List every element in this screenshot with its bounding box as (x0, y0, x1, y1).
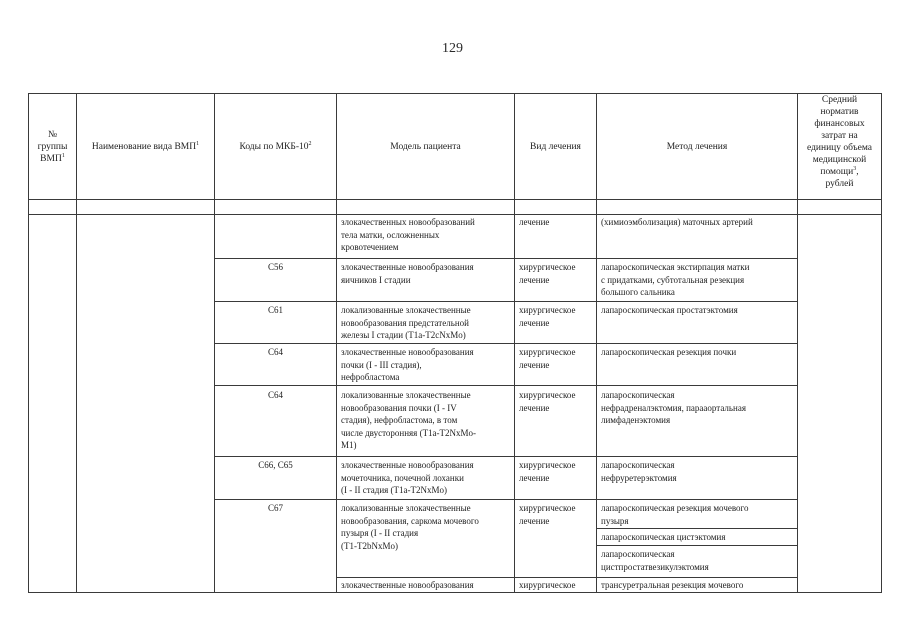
header-vmp-name-text: Наименование вида ВМП (91, 141, 197, 152)
header-patient-model (337, 94, 514, 199)
header-treatment-method-text: Метод лечения (666, 141, 728, 152)
row-3-icd-code: C64 (267, 347, 283, 357)
method-subdivider (596, 528, 797, 529)
row-6-method: лапароскопическая цистэктомия (601, 532, 726, 542)
row-divider (214, 385, 797, 386)
row-5-treatment-type: хирургическое лечение (519, 460, 576, 483)
row-4-treatment-type: хирургическое лечение (519, 390, 576, 413)
row-divider (214, 258, 797, 259)
row-1-patient-model: злокачественные новообразования яичников I стадии (341, 262, 474, 285)
header-financial-norm-unit: , рублей (825, 167, 859, 189)
row-6-icd-code: C67 (267, 503, 283, 513)
row-6-treatment-type: хирургическое лечение (519, 503, 576, 526)
header-financial-norm-text: Средний норматив финансовых затрат на единицу объема медицинской помощи (806, 95, 873, 177)
row-divider (336, 577, 797, 578)
row-1-treatment-type: хирургическое лечение (519, 262, 576, 285)
header-financial-norm-footnote: 3 (853, 165, 857, 172)
row-6-method: лапароскопическая резекция мочевого пузыря (601, 503, 749, 526)
row-4-icd-code: C64 (267, 390, 283, 400)
header-vmp-name-footnote: 1 (196, 140, 200, 147)
row-5-icd-code: C66, C65 (258, 460, 293, 470)
table-header-underline (28, 214, 882, 215)
row-7-method: трансуретральная резекция мочевого (601, 580, 744, 590)
row-2-method: лапароскопическая простатэктомия (601, 305, 738, 315)
header-treatment-type (515, 94, 596, 199)
header-vmp-name (77, 94, 214, 199)
header-treatment-method (597, 94, 797, 199)
header-icd-codes-text: Коды по МКБ-10 (239, 141, 309, 152)
header-group-number (29, 94, 76, 199)
row-5-method: лапароскопическая нефруретерэктомия (601, 460, 677, 483)
row-4-method: лапароскопическая нефрадреналэктомия, парааортальная лимфаденэктомия (601, 390, 746, 426)
row-0-method: (химиоэмболизация) маточных артерий (601, 217, 753, 227)
row-2-patient-model: локализованные злокачественные новообразования предстательной железы I стадии (T1a-T2cNxMo) (341, 305, 471, 341)
table-border-right (881, 93, 882, 592)
row-7-treatment-type: хирургическое (519, 580, 576, 590)
method-subdivider (596, 545, 797, 546)
row-0-treatment-type: лечение (519, 217, 550, 227)
table-border-bottom (28, 592, 882, 593)
row-5-patient-model: злокачественные новообразования мочеточника, почечной лоханки (I - II стадия (T1a-T2NxMo) (341, 460, 474, 496)
header-icd-codes (215, 94, 336, 199)
row-1-method: лапароскопическая экстирпация матки с придатками, субтотальная резекция большого сальника (601, 262, 750, 298)
row-2-icd-code: C61 (267, 305, 283, 315)
header-patient-model-text: Модель пациента (390, 141, 461, 152)
row-divider (214, 301, 797, 302)
row-3-method: лапароскопическая резекция почки (601, 347, 737, 357)
row-6-patient-model: локализованные злокачественные новообразования, саркома мочевого пузыря (I - II стадия (T1-T2bNxMo) (341, 503, 479, 551)
row-6-method: лапароскопическая цистпростатвезикулэктомия (601, 549, 709, 572)
page-number: 129 (442, 41, 463, 56)
table-header-bottom (28, 199, 882, 200)
header-treatment-type-text: Вид лечения (530, 141, 581, 152)
row-4-patient-model: локализованные злокачественные новообразования почки (I - IV стадия), нефробластома, в том числе двусторонняя (T1a-T2NxMo- M1) (341, 390, 477, 451)
row-3-patient-model: злокачественные новообразования почки (I - III стадия), нефробластома (341, 347, 474, 383)
row-0-patient-model: злокачественных новообразований тела матки, осложненных кровотечением (341, 217, 475, 253)
row-divider (214, 343, 797, 344)
header-icd-codes-footnote: 2 (308, 140, 312, 147)
row-divider (214, 499, 797, 500)
row-3-treatment-type: хирургическое лечение (519, 347, 576, 370)
row-divider (214, 456, 797, 457)
row-1-icd-code: C56 (267, 262, 283, 272)
header-group-number-text: № группы ВМП (37, 129, 68, 164)
row-2-treatment-type: хирургическое лечение (519, 305, 576, 328)
row-7-patient-model: злокачественные новообразования (341, 580, 474, 590)
header-financial-norm (798, 94, 881, 199)
header-group-number-footnote: 1 (61, 152, 65, 159)
